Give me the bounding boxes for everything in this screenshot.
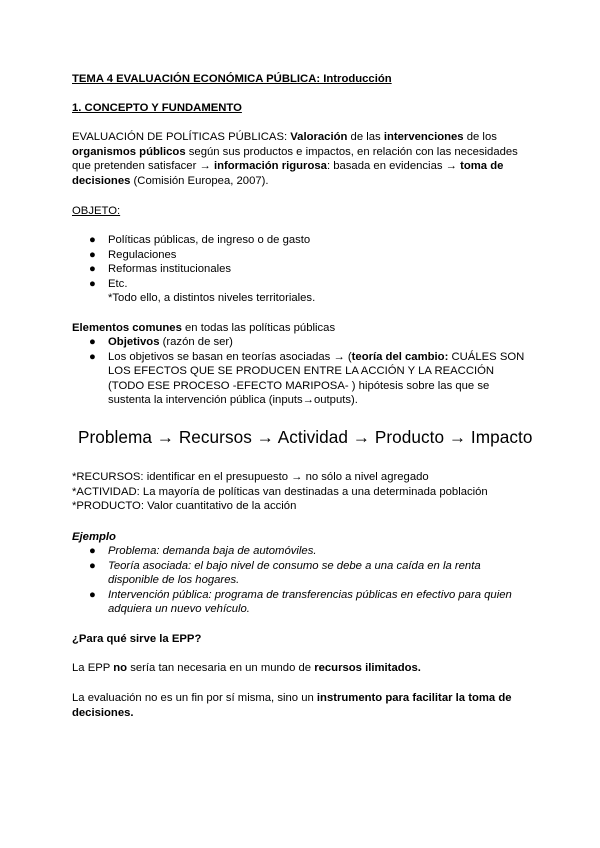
objeto-label: OBJETO: [72,205,121,217]
section-heading: 1. CONCEPTO Y FUNDAMENTO [72,102,242,114]
elementos-heading: Elementos comunes en todas las políticas públicas [72,322,336,334]
elementos-list [72,335,532,408]
epp-paragraph-2: La evaluación no es un fin por sí misma, sino un instrumento para facilitar la toma de decisiones. [72,692,512,719]
epp-paragraph-1: La EPP no sería tan necesaria en un mundo de recursos ilimitados. [72,662,421,674]
list-item: ● Problema: demanda baja de automóviles. [89,545,317,557]
list-item: ● Los objetivos se basan en teorías asociadas → (teoría del cambio: CUÁLES SON LOS EFECTOS QUE SE PRODUCEN ENTRE LA ACCIÓN Y LA REACCIÓN (TODO ESE PROCESO -EFECTO MARIPOSA- ) hipótesis sobre las que se sustenta la intervención pública (inputs→outputs). [89,350,525,407]
list-item: ● Políticas públicas, de ingreso o de gasto [89,234,311,246]
ejemplo-heading: Ejemplo [72,531,116,543]
list-item: ● Teoría asociada: el bajo nivel de consumo se debe a una caída en la renta disponible de los hogares. [89,559,481,587]
epp-question: ¿Para qué sirve la EPP? [72,633,202,645]
objeto-list [72,233,532,306]
note-line: *ACTIVIDAD: La mayoría de políticas van destinadas a una determinada población [72,485,488,498]
list-item: ● Reformas institucionales [89,263,232,276]
objeto-note: *Todo ello, a distintos niveles territoriales. [108,292,316,305]
list-item: ● Objetivos (razón de ser) [89,336,233,348]
document-title: TEMA 4 EVALUACIÓN ECONÓMICA PÚBLICA: Introducción [72,73,392,85]
definition-paragraph: EVALUACIÓN DE POLÍTICAS PÚBLICAS: Valoración de las intervenciones de los organismos públicos según sus productos e impactos, en relación con las necesidades que pretenden satisfacer → información rigurosa: basada en evidencias → toma de decisiones (Comisión Europea, 2007). [72,131,518,187]
process-chain: Problema → Recursos → Actividad → Producto → Impacto [78,427,533,447]
list-item: ● Etc. [89,277,128,290]
note-line: *PRODUCTO: Valor cuantitativo de la acción [72,500,297,513]
note-line: *RECURSOS: identificar en el presupuesto → no sólo a nivel agregado [72,471,429,483]
list-item: ● Intervención pública: programa de transferencias públicas en efectivo para quien adquiera un nuevo vehículo. [89,588,512,616]
notes-block [72,470,532,514]
ejemplo-list [72,544,532,617]
list-item: ● Regulaciones [89,248,177,261]
